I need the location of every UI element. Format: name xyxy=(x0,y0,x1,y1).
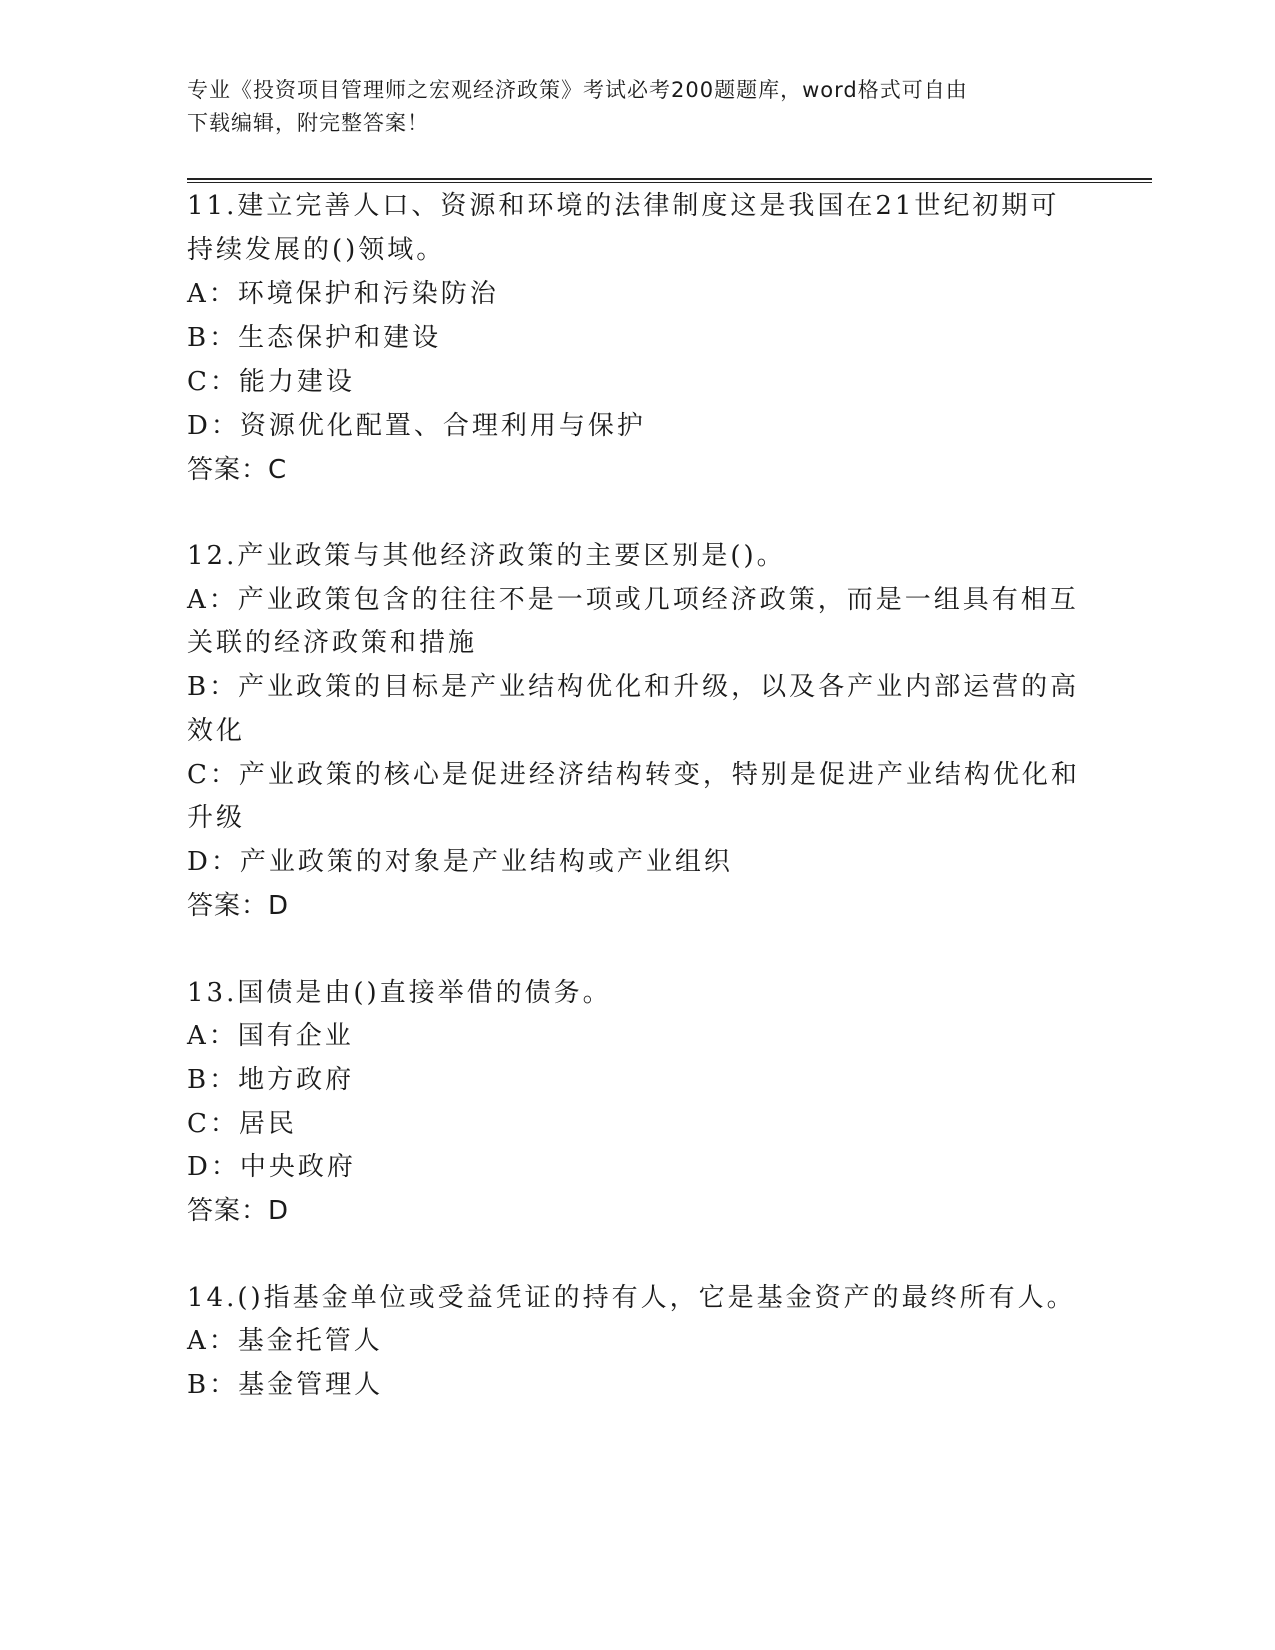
question-13-stem: 13.国债是由()直接举借的债务。 xyxy=(187,978,612,1008)
header-line-1: 专业《投资项目管理师之宏观经济政策》考试必考200题题库，word格式可自由 xyxy=(187,78,968,102)
question-13-option-d: D：中央政府 xyxy=(187,1152,356,1182)
question-11-stem-line-2: 持续发展的()领域。 xyxy=(187,235,446,265)
question-11-option-a: A：环境保护和污染防治 xyxy=(187,279,499,309)
question-12-option-c-line-2: 升级 xyxy=(187,803,246,833)
question-12-option-d: D：产业政策的对象是产业结构或产业组织 xyxy=(187,847,733,877)
document-header xyxy=(187,74,1067,140)
question-11-stem-line-1: 11.建立完善人口、资源和环境的法律制度这是我国在21世纪初期可 xyxy=(187,191,1060,221)
question-13-answer: 答案：D xyxy=(187,1196,290,1226)
question-13-option-c: C：居民 xyxy=(187,1109,297,1139)
question-13-option-a: A：国有企业 xyxy=(187,1021,354,1051)
question-12-option-b-line-2: 效化 xyxy=(187,716,246,746)
question-12-option-a-line-2: 关联的经济政策和措施 xyxy=(187,628,478,658)
question-12-option-b-line-1: B：产业政策的目标是产业结构优化和升级，以及各产业内部运营的高 xyxy=(187,672,1080,702)
question-12-option-c-line-1: C：产业政策的核心是促进经济结构转变，特别是促进产业结构优化和 xyxy=(187,760,1080,790)
question-12-option-a-line-1: A：产业政策包含的往往不是一项或几项经济政策，而是一组具有相互 xyxy=(187,585,1079,615)
question-14-option-a: A：基金托管人 xyxy=(187,1326,383,1356)
header-line-2: 下载编辑，附完整答案！ xyxy=(187,111,429,135)
question-13-option-b: B：地方政府 xyxy=(187,1065,355,1095)
question-14-option-b: B：基金管理人 xyxy=(187,1370,384,1400)
question-11-option-d: D：资源优化配置、合理利用与保护 xyxy=(187,411,646,441)
question-12-stem: 12.产业政策与其他经济政策的主要区别是()。 xyxy=(187,541,786,571)
question-11-option-c: C：能力建设 xyxy=(187,367,355,397)
question-11-answer: 答案：C xyxy=(187,455,288,485)
question-11-option-b: B：生态保护和建设 xyxy=(187,323,442,353)
question-14-stem: 14.()指基金单位或受益凭证的持有人，它是基金资产的最终所有人。 xyxy=(187,1283,1076,1313)
question-12-answer: 答案：D xyxy=(187,891,290,921)
header-divider xyxy=(187,178,1152,183)
